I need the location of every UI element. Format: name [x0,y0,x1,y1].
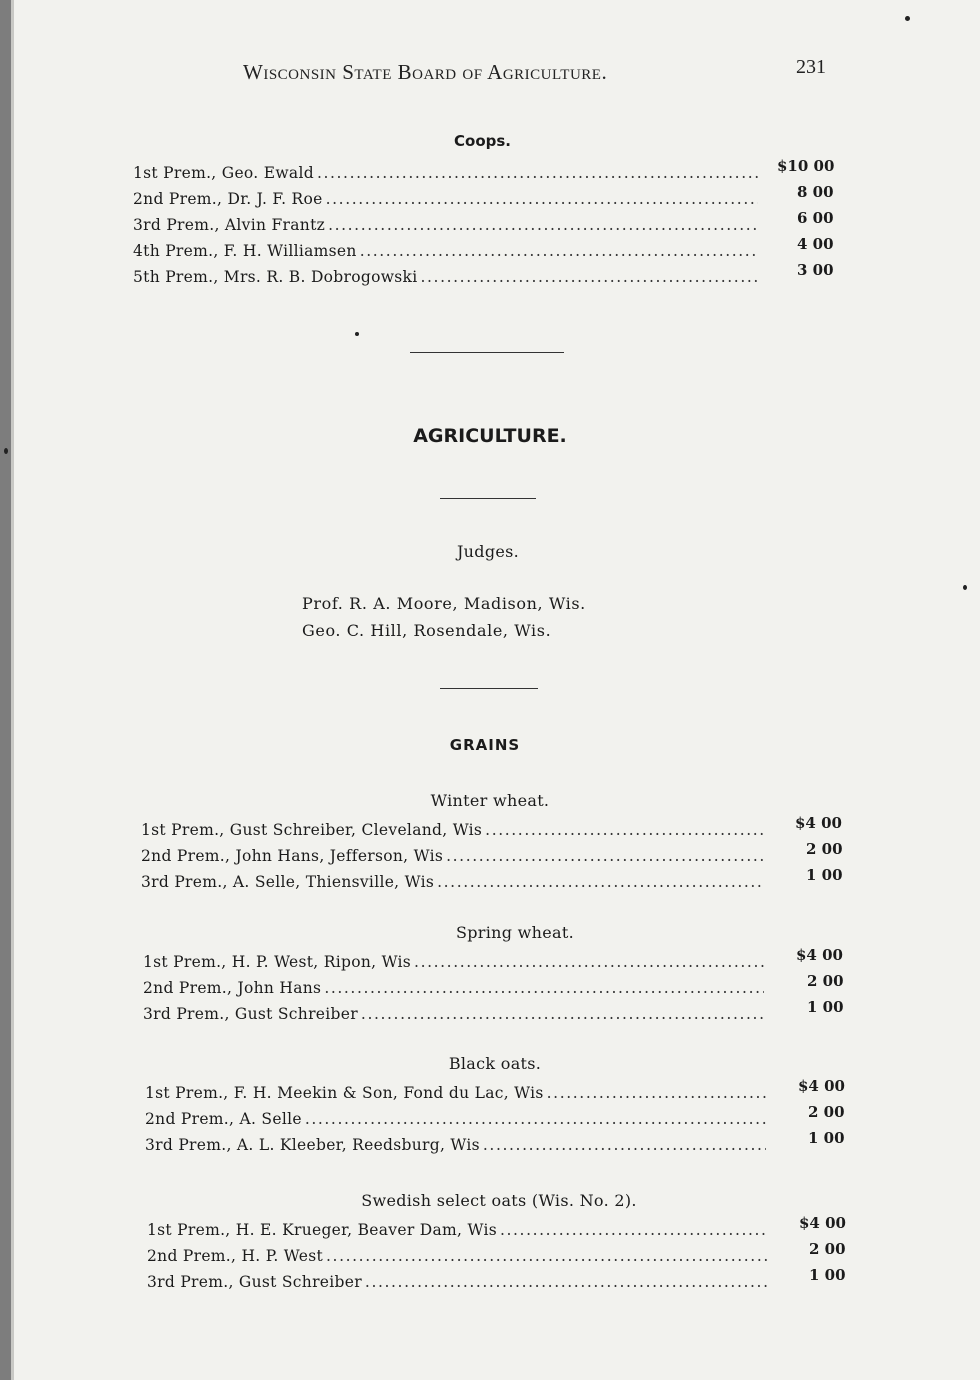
prize-amount: 4 00 [797,235,834,253]
prize-amount: 6 00 [797,209,834,227]
category-title: Black oats. [448,1054,542,1073]
list-item: 3rd Prem., Alvin Frantz ..... [133,216,761,234]
dot-leader [547,1084,766,1102]
dot-leader [326,190,758,208]
list-item: 1st Prem., H. E. Krueger, Beaver Dam, Wis ..... [147,1221,771,1239]
prize-amount: 1 00 [808,1129,845,1147]
prize-amount: 2 00 [807,972,844,990]
list-item: 5th Prem., Mrs. R. B. Dobrogowski ..... [133,268,761,286]
prize-amount: $4 00 [795,814,842,832]
dot-leader [414,953,764,971]
dot-leader [485,821,764,839]
dot-leader [328,216,758,234]
prize-amount: 1 00 [806,866,843,884]
list-item: 3rd Prem., A. L. Kleeber, Reedsburg, Wis ..... [145,1136,769,1154]
list-item: 1st Prem., Gust Schreiber, Cleveland, Wis ..... [141,821,767,839]
scan-speck [4,448,8,454]
dot-leader [324,979,764,997]
prize-amount: $4 00 [796,946,843,964]
prize-amount: $10 00 [777,157,835,175]
list-item: 3rd Prem., Gust Schreiber ..... [147,1273,771,1291]
list-item: 1st Prem., H. P. West, Ripon, Wis ..... [143,953,767,971]
page-binding-shadow [11,0,14,1380]
prize-amount: 1 00 [807,998,844,1016]
section-divider [440,688,538,689]
prize-amount: $4 00 [798,1077,845,1095]
list-item: 2nd Prem., A. Selle ..... [145,1110,769,1128]
dot-leader [305,1110,766,1128]
page-number: 231 [796,56,826,78]
list-item: 2nd Prem., H. P. West ..... [147,1247,771,1265]
list-item: 3rd Prem., A. Selle, Thiensville, Wis ..... [141,873,767,891]
dot-leader [437,873,764,891]
judges-heading: Judges. [456,542,520,561]
prize-amount: $4 00 [799,1214,846,1232]
dot-leader [365,1273,768,1291]
scan-speck [355,332,359,336]
list-item: 2nd Prem., Dr. J. F. Roe ..... [133,190,761,208]
dot-leader [500,1221,768,1239]
scan-speck [905,16,910,21]
section-divider [410,352,564,353]
category-title: Winter wheat. [430,791,550,810]
list-item: 2nd Prem., John Hans, Jefferson, Wis ..... [141,847,767,865]
prize-amount: 8 00 [797,183,834,201]
dot-leader [317,164,758,182]
dot-leader [421,268,759,286]
category-title: Swedish select oats (Wis. No. 2). [361,1191,637,1210]
page-binding-edge [0,0,11,1380]
list-item: 2nd Prem., John Hans ..... [143,979,767,997]
dot-leader [446,847,764,865]
prize-amount: 2 00 [809,1240,846,1258]
agriculture-heading: AGRICULTURE. [413,425,567,447]
list-item: 1st Prem., F. H. Meekin & Son, Fond du Lac, Wis ..... [145,1084,769,1102]
list-item: 4th Prem., F. H. Williamsen ..... [133,242,761,260]
list-item: 1st Prem., Geo. Ewald ..... [133,164,761,182]
coops-heading: Coops. [454,132,511,150]
running-header-title: Wisconsin State Board of Agriculture. [243,60,608,84]
list-item: 3rd Prem., Gust Schreiber ..... [143,1005,767,1023]
prize-amount: 1 00 [809,1266,846,1284]
prize-amount: 2 00 [806,840,843,858]
judge-name: Geo. C. Hill, Rosendale, Wis. [302,621,552,640]
dot-leader [361,1005,764,1023]
scan-speck [963,585,967,590]
dot-leader [360,242,758,260]
section-divider [440,498,536,499]
dot-leader [326,1247,768,1265]
prize-amount: 2 00 [808,1103,845,1121]
prize-amount: 3 00 [797,261,834,279]
judge-name: Prof. R. A. Moore, Madison, Wis. [302,594,586,613]
dot-leader [483,1136,766,1154]
category-title: Spring wheat. [455,923,575,942]
grains-heading: GRAINS [449,736,521,754]
